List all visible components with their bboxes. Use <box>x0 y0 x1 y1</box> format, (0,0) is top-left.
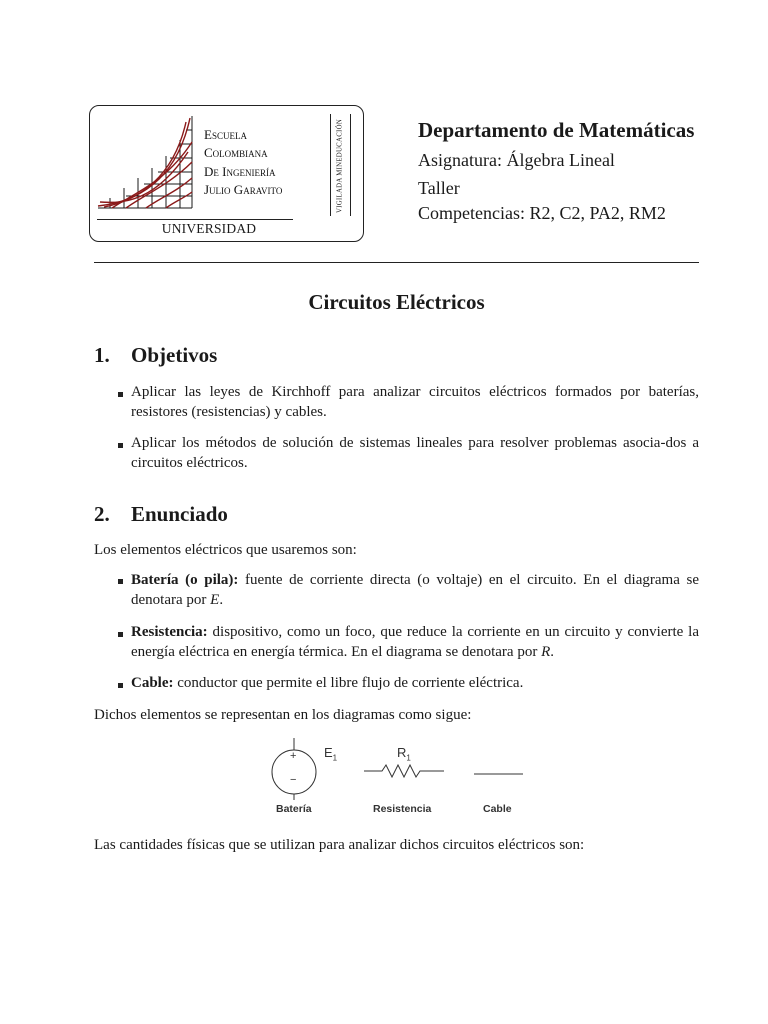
element-item-cable <box>131 674 699 694</box>
bullet-marker <box>118 632 123 637</box>
bullet-marker <box>118 579 123 584</box>
school-line-2: Colombiana <box>204 145 268 161</box>
subject-line: Asignatura: Álgebra Lineal <box>418 150 615 170</box>
logo-vertical-rule-right <box>350 114 351 216</box>
element-term: Cable: <box>131 675 174 691</box>
logo-vertical-rule-left <box>330 114 331 216</box>
battery-symbol-label <box>324 745 337 763</box>
element-description: fuente de corriente directa (o voltaje) en el circuito. En el diagrama se denotara por <box>131 572 699 608</box>
bullet-marker <box>118 443 123 448</box>
section-2-heading: Enunciado <box>131 502 228 526</box>
school-line-3: De Ingeniería <box>204 163 276 179</box>
university-label: UNIVERSIDAD <box>161 221 257 236</box>
resistor-symbol-label <box>397 745 411 763</box>
element-term: Batería (o pila): <box>131 572 239 588</box>
vertical-accreditation-text: VIGILADA MINEDUCACIÓN <box>336 118 344 214</box>
section-2-number: 2. <box>94 502 110 526</box>
school-name <box>204 126 282 200</box>
element-end: . <box>550 643 554 660</box>
resistor-symbol-subscript: 1 <box>406 753 411 763</box>
objective-item-2: Aplicar los métodos de solución de sistemas lineales para resolver problemas asocia-dos a circuitos eléctricos. <box>131 435 699 471</box>
competencies-line: Competencias: R2, C2, PA2, RM2 <box>418 203 666 223</box>
section-1-number: 1. <box>94 343 110 367</box>
battery-symbol-letter: E <box>324 745 333 760</box>
resistor-symbol-letter: R <box>397 745 407 760</box>
bullet-marker <box>118 683 123 688</box>
resistor-symbol <box>364 765 444 777</box>
element-description: dispositivo, como un foco, que reduce la corriente en un circuito y convierte la energía eléctrica en energía térmica. En el diagrama se denotara por <box>131 624 699 660</box>
resistor-caption: Resistencia <box>373 803 432 815</box>
school-line-4: Julio Garavito <box>204 182 283 198</box>
element-symbol: R <box>541 643 551 660</box>
department-title: Departamento de Matemáticas <box>418 118 695 142</box>
element-description: conductor que permite el libre flujo de corriente eléctrica. <box>173 675 524 691</box>
battery-symbol-subscript: 1 <box>332 753 338 763</box>
section-1-heading: Objetivos <box>131 343 218 367</box>
quantities-intro: Las cantidades físicas que se utilizan para analizar dichos circuitos eléctricos son: <box>94 837 585 853</box>
bullet-marker <box>118 392 123 397</box>
school-line-1: Escuela <box>204 127 247 142</box>
logo-divider <box>97 219 293 220</box>
elements-intro: Los elementos eléctricos que usaremos son: <box>94 542 357 558</box>
diagram-intro: Dichos elementos se representan en los diagramas como sigue: <box>94 707 472 723</box>
battery-caption: Batería <box>276 803 312 815</box>
university-logo-graphic <box>96 112 196 212</box>
battery-plus-sign: + <box>290 750 297 762</box>
header-rule <box>94 262 699 263</box>
cable-caption: Cable <box>483 803 512 815</box>
document-title: Circuitos Eléctricos <box>308 290 485 314</box>
objective-item-1: Aplicar las leyes de Kirchhoff para analizar circuitos eléctricos formados por baterías, resistores (resistencias) y cables. <box>131 384 699 420</box>
element-end: . <box>219 591 224 608</box>
element-item-resistor <box>131 623 699 662</box>
element-term: Resistencia: <box>131 624 208 640</box>
battery-minus-sign: − <box>290 774 297 786</box>
element-item-battery <box>131 571 699 610</box>
worksheet-type: Taller <box>418 178 460 198</box>
element-symbol: E <box>210 591 220 608</box>
